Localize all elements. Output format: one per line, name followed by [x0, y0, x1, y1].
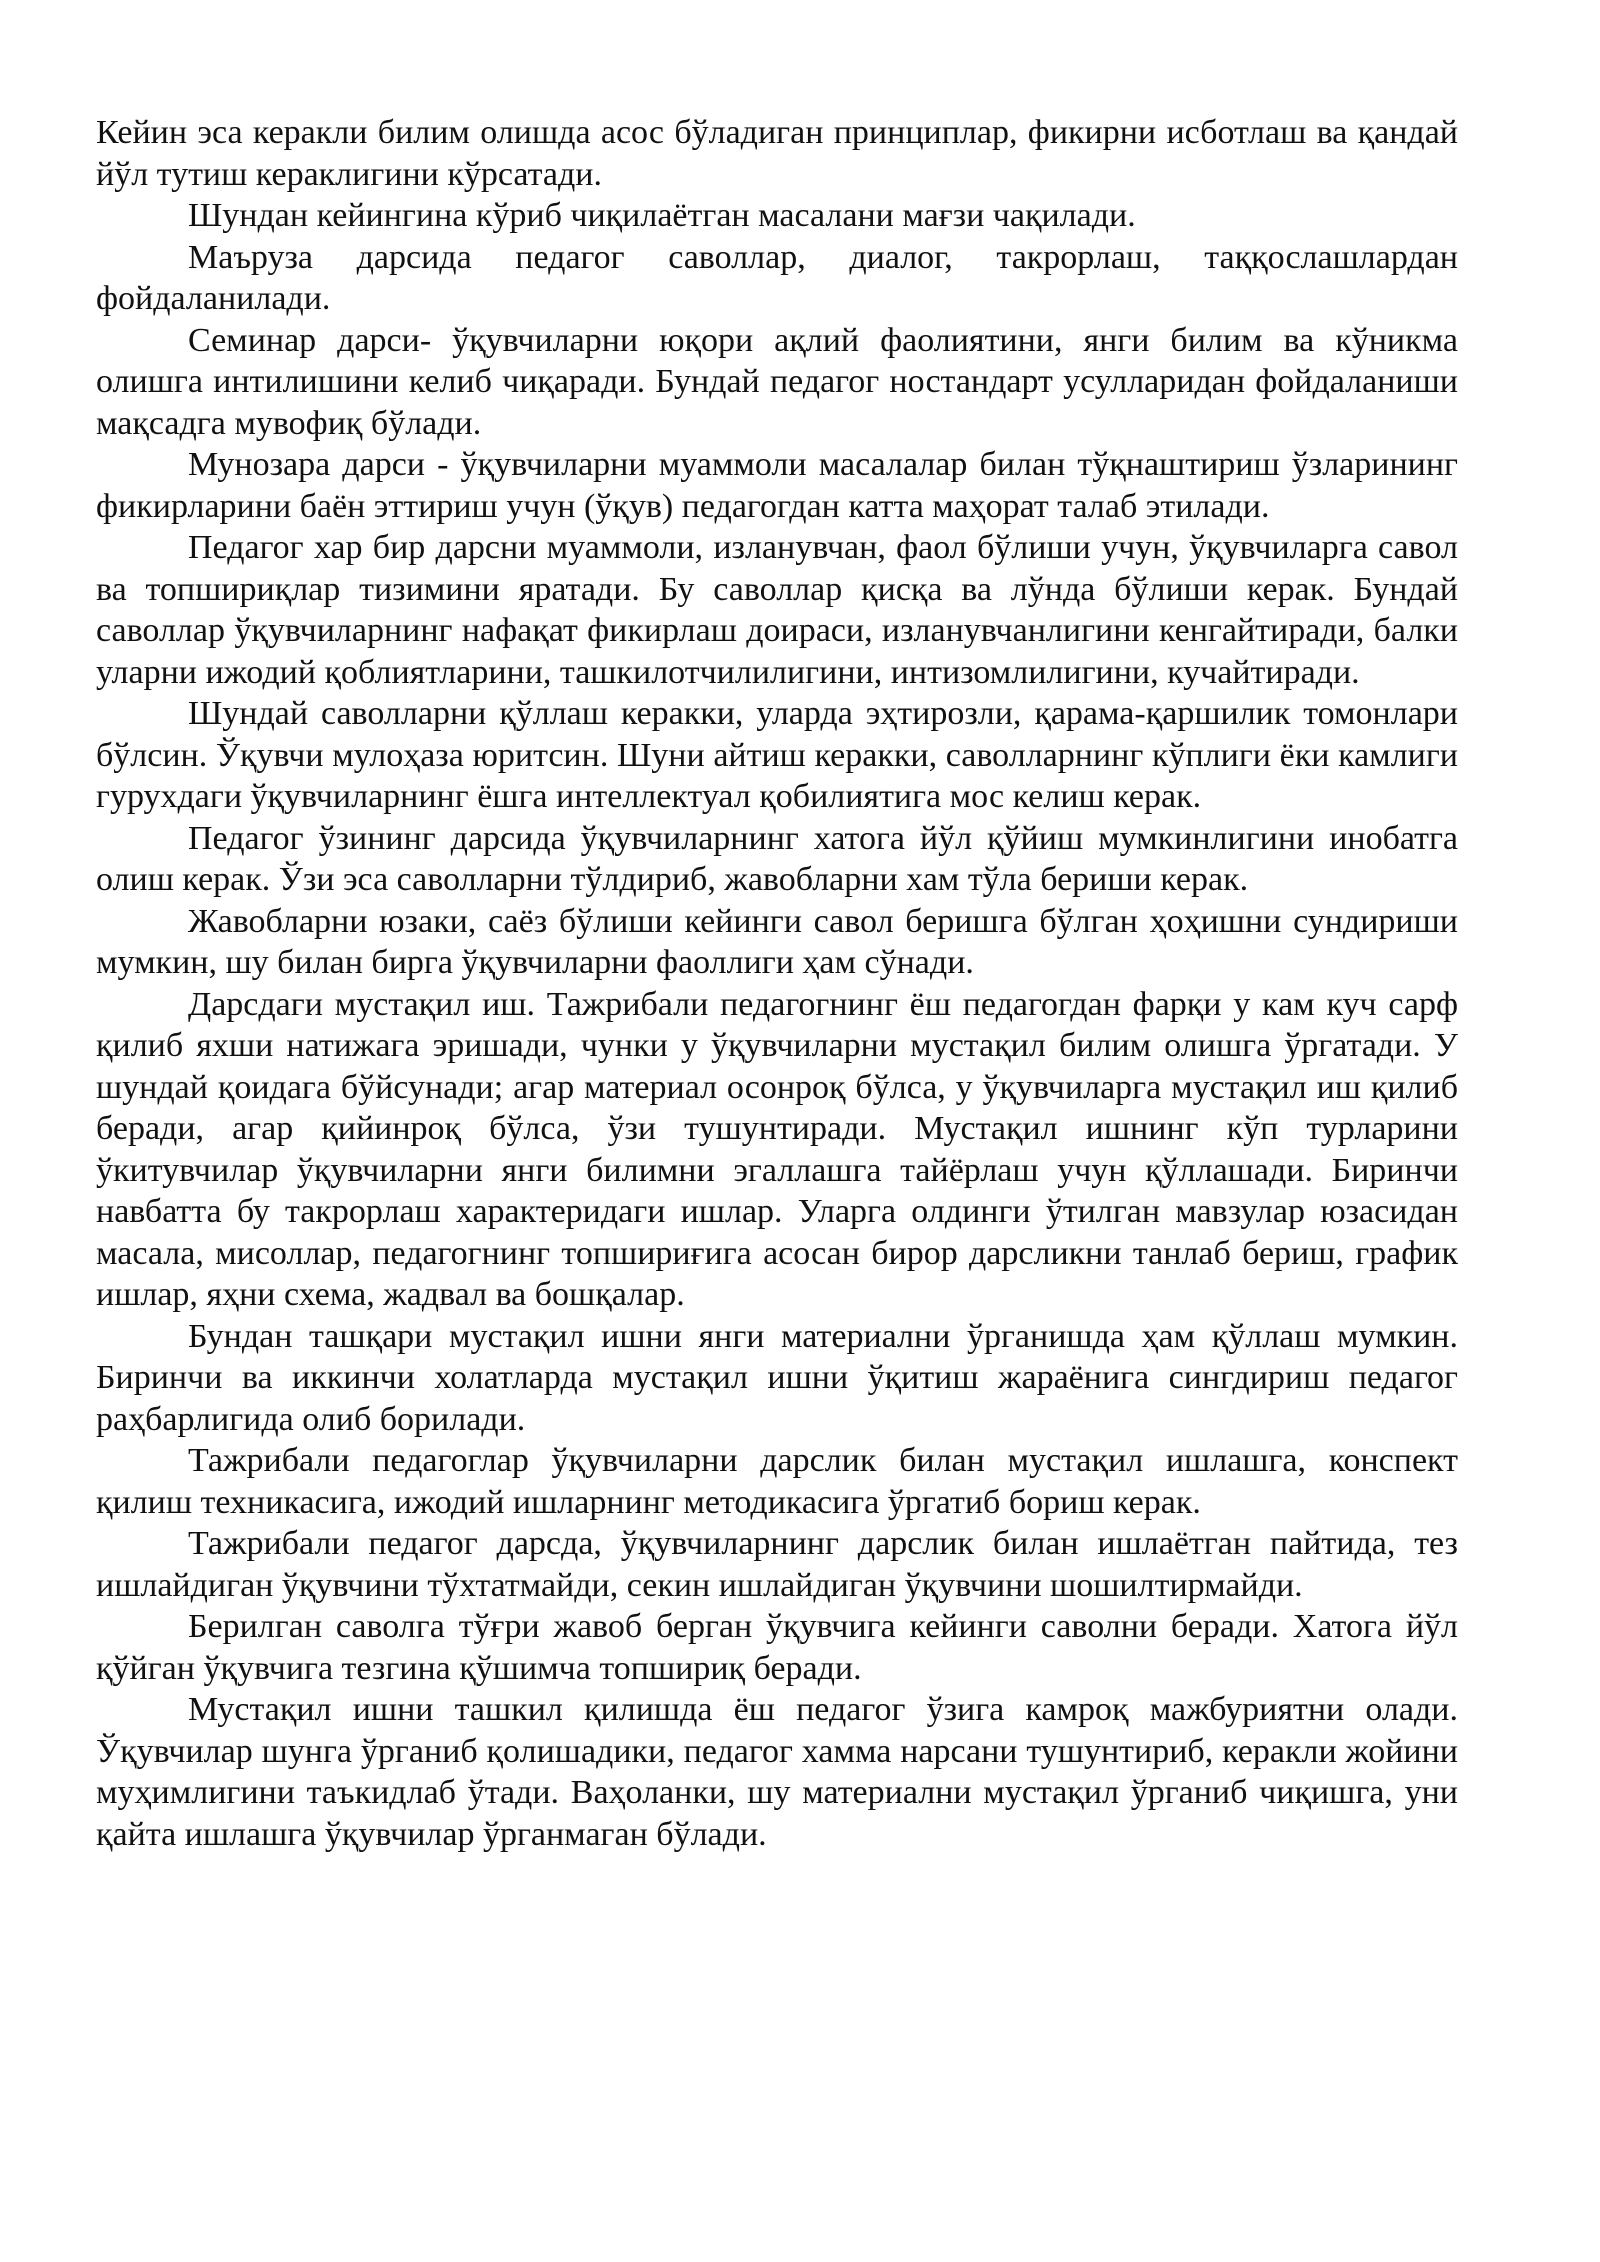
paragraph: Тажрибали педагоглар ўқувчиларни дарслик билан мустақил ишлашга, конспект қилиш техникасига, ижодий ишларнинг методикасига ўргатиб бориш керак.	[96, 1442, 1458, 1521]
paragraph: Мустақил ишни ташкил қилишда ёш педагог ўзига камроқ мажбуриятни олади. Ўқувчилар шунга ўрганиб қолишадики, педагог хамма нарсани тушунтириб, керакли жойини муҳимлигини таъкидлаб ўтади. Ваҳоланки, шу материални мустақил ўрганиб чиқишга, уни қайта ишлашга ўқувчилар ўрганмаган бўлади.	[96, 1691, 1458, 1853]
paragraph: Педагог хар бир дарсни муаммоли, изланувчан, фаол бўлиши учун, ўқувчиларга савол ва топшириқлар тизимини яратади. Бу саволлар қисқа ва лўнда бўлиши керак. Бундай саволлар ўқувчиларнинг нафақат фикирлаш доираси, изланувчанлигини кенгайтиради, балки уларни ижодий қоблиятларини, ташкилотчилилигини, интизомлилигини, кучайтиради.	[96, 529, 1458, 691]
paragraph: Жавобларни юзаки, саёз бўлиши кейинги савол беришга бўлган ҳоҳишни сундириши мумкин, шу билан бирга ўқувчиларни фаоллиги ҳам сўнади.	[96, 902, 1458, 981]
paragraph: Тажрибали педагог дарсда, ўқувчиларнинг дарслик билан ишлаётган пайтида, тез ишлайдиган ўқувчини тўхтатмайди, секин ишлайдиган ўқувчини шошилтирмайди.	[96, 1525, 1458, 1604]
paragraph: Бундан ташқари мустақил ишни янги материални ўрганишда ҳам қўллаш мумкин. Биринчи ва иккинчи холатларда мустақил ишни ўқитиш жараёнига сингдириш педагог раҳбарлигида олиб борилади.	[96, 1317, 1458, 1438]
paragraph: Семинар дарси- ўқувчиларни юқори ақлий фаолиятини, янги билим ва кўникма олишга интилишини келиб чиқаради. Бундай педагог ностандарт усулларидан фойдаланиши мақсадга мувофиқ бўлади.	[96, 321, 1458, 442]
paragraph: Шундай саволларни қўллаш керакки, уларда эҳтирозли, қарама-қаршилик томонлари бўлсин. Ўқувчи мулоҳаза юритсин. Шуни айтиш керакки, саволларнинг кўплиги ёки камлиги гурухдаги ўқувчиларнинг ёшга интеллектуал қобилиятига мос келиш керак.	[96, 695, 1458, 815]
paragraph: Мунозара дарси - ўқувчиларни муаммоли масалалар билан тўқнаштириш ўзларининг фикирларини баён эттириш учун (ўқув) педагогдан катта маҳорат талаб этилади.	[96, 446, 1458, 525]
document-page	[96, 112, 1458, 1855]
paragraph: Кейин эса керакли билим олишда асос бўладиган принциплар, фикирни исботлаш ва қандай йўл тутиш кераклигини кўрсатади.	[96, 114, 1458, 193]
paragraph: Маъруза дарсида педагог саволлар, диалог, такрорлаш, таққослашлардан фойдаланилади.	[96, 238, 1458, 317]
paragraph: Дарсдаги мустақил иш. Тажрибали педагогнинг ёш педагогдан фарқи у кам куч сарф қилиб яхши натижага эришади, чунки у ўқувчиларни мустақил билим олишга ўргатади. У шундай қоидага бўйсунади; агар материал осонроқ бўлса, у ўқувчиларга мустақил иш қилиб беради, агар қийинроқ бўлса, ўзи тушунтиради. Мустақил ишнинг кўп турларини ўкитувчилар ўқувчиларни янги билимни эгаллашга тайёрлаш учун қўллашади. Биринчи навбатта бу такрорлаш характеридаги ишлар. Уларга олдинги ўтилган мавзулар юзасидан масала, мисоллар, педагогнинг топшириғига асосан бирор дарсликни танлаб бериш, график ишлар, яҳни схема, жадвал ва бошқалар.	[96, 985, 1458, 1313]
paragraph: Шундан кейингина кўриб чиқилаётган масалани мағзи чақилади.	[188, 197, 1136, 234]
paragraph: Педагог ўзининг дарсида ўқувчиларнинг хатога йўл қўйиш мумкинлигини инобатга олиш керак. Ўзи эса саволларни тўлдириб, жавобларни хам тўла бериши керак.	[96, 819, 1458, 898]
paragraph: Берилган саволга тўғри жавоб берган ўқувчига кейинги саволни беради. Хатога йўл қўйган ўқувчига тезгина қўшимча топшириқ беради.	[96, 1608, 1458, 1687]
